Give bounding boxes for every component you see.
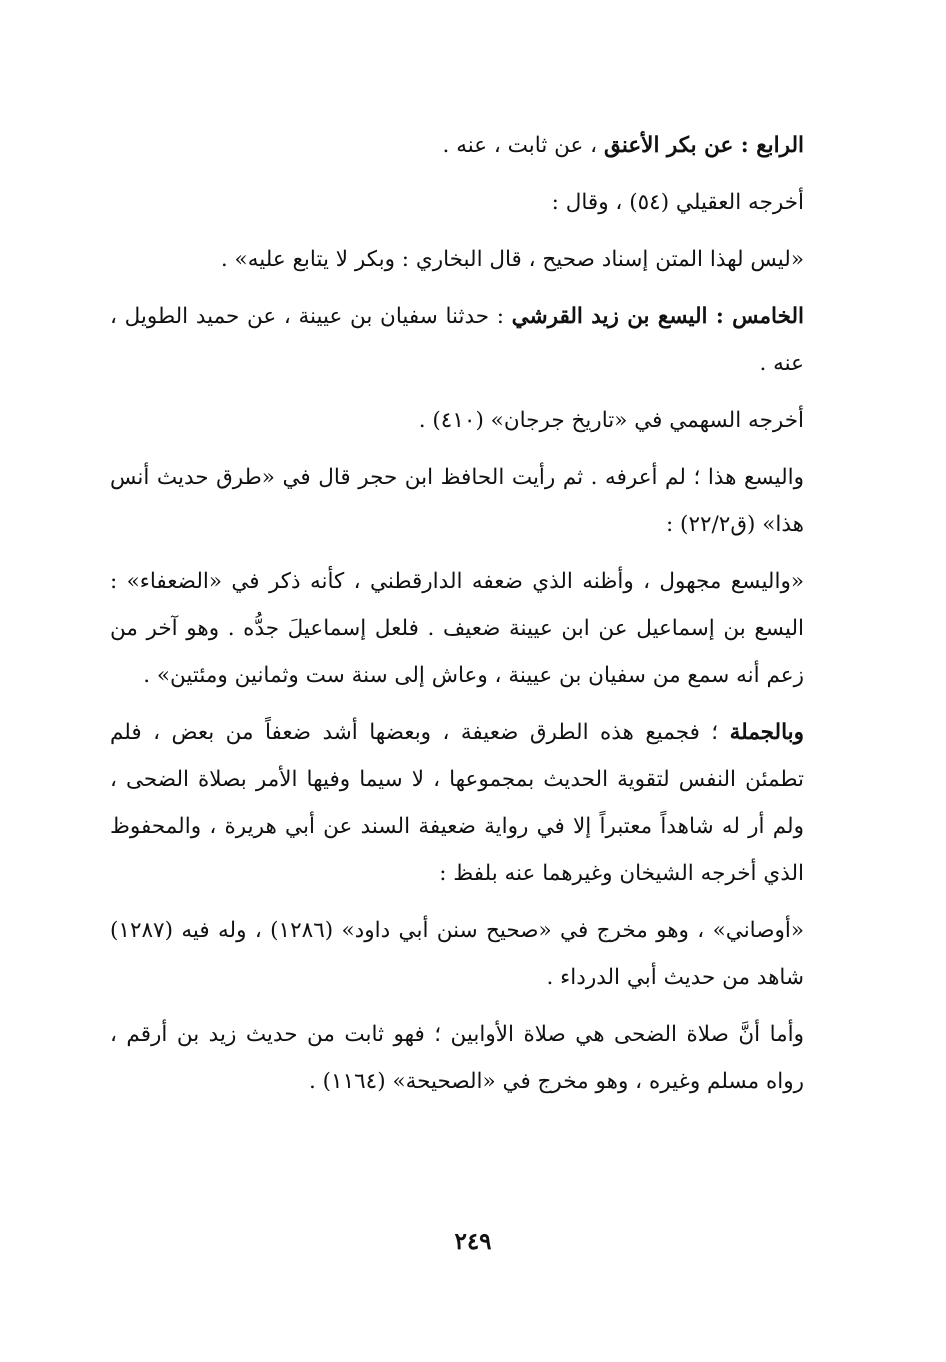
paragraph-text: ، عن ثابت ، عنه . (442, 133, 604, 158)
paragraph-yasa-comment (110, 454, 852, 548)
paragraph-text: «أوصاني» ، وهو مخرج في «صحيح سنن أبي داود» (١٢٨٦) ، وله فيه (١٢٨٧) شاهد من حديث أبي الدرداء . (110, 918, 804, 990)
paragraph-lead: الرابع : عن بكر الأعنق (603, 133, 804, 158)
paragraph-text: واليسع هذا ؛ لم أعرفه . ثم رأيت الحافظ ابن حجر قال في «طرق حديث أنس هذا» (ق٢٢/٢) : (110, 465, 804, 537)
paragraph-awwabin (110, 1011, 852, 1105)
paragraph-text: أخرجه السهمي في «تاريخ جرجان» (٤١٠) . (418, 408, 804, 433)
paragraph-text: أخرجه العقيلي (٥٤) ، وقال : (551, 190, 804, 215)
paragraph-lead: الخامس : اليسع بن زيد القرشي (511, 304, 804, 329)
paragraph-summary (110, 709, 852, 897)
paragraph-text: «ليس لهذا المتن إسناد صحيح ، قال البخاري : وبكر لا يتابع عليه» . (220, 247, 804, 272)
paragraph-fifth-chain (110, 293, 852, 387)
paragraph-ibn-hajar-quote (110, 558, 852, 699)
page-number: ٢٤٩ (454, 1228, 492, 1255)
paragraph-uqayli-quote (110, 236, 852, 283)
paragraph-text: ؛ فجميع هذه الطرق ضعيفة ، وبعضها أشد ضعفاً من بعض ، فلم تطمئن النفس لتقوية الحديث بمجموعها ، لا سيما وفيها الأمر بصلاة الضحى ، ولم أر له شاهداً معتبراً إلا في رواية ضعيفة السند عن أبي هريرة ، والمحفوظ الذي أخرجه الشيخان وغيرهما عنه بلفظ : (110, 720, 804, 886)
paragraph-text: : حدثنا سفيان بن عيينة ، عن حميد الطويل ، عنه . (110, 304, 804, 376)
paragraph-fourth-chain (110, 122, 852, 169)
paragraph-awsani (110, 907, 852, 1001)
paragraph-sahmi-source (110, 397, 852, 444)
paragraph-text: وأما أنَّ صلاة الضحى هي صلاة الأوابين ؛ فهو ثابت من حديث زيد بن أرقم ، رواه مسلم وغيره ، وهو مخرج في «الصحيحة» (١١٦٤) . (110, 1022, 804, 1094)
paragraph-uqayli-source (110, 179, 852, 226)
body-text (110, 122, 852, 1115)
paragraph-lead: وبالجملة (729, 720, 804, 745)
paragraph-text: «واليسع مجهول ، وأظنه الذي ضعفه الدارقطني ، كأنه ذكر في «الضعفاء» : اليسع بن إسماعيل عن ابن عيينة ضعيف . فلعل إسماعيلَ جدُّه . وهو آخر من زعم أنه سمع من سفيان بن عيينة ، وعاش إلى سنة ست وثمانين ومئتين» . (110, 569, 804, 688)
